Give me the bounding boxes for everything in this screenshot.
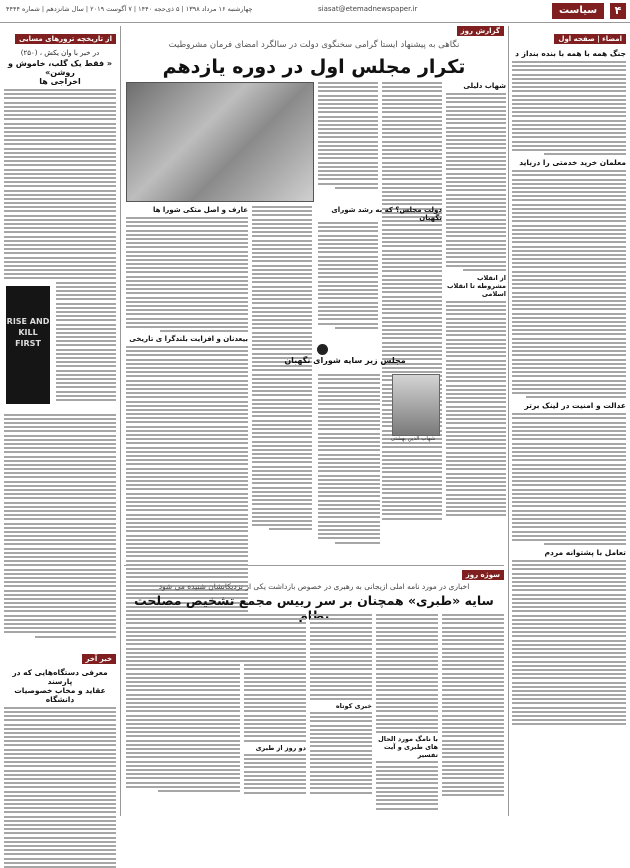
left-news-label: خبر آخر	[82, 654, 117, 664]
left-text-block	[4, 89, 116, 279]
page-number: ۴	[610, 3, 626, 19]
right-text-block	[512, 170, 626, 398]
left-column-label: از تاریخچه ترورهای مسایی	[15, 34, 116, 44]
right-head-3: عدالت و امنیت در لینک برتر	[524, 401, 626, 411]
bottom-text-col-5	[126, 614, 240, 814]
main-text-col-1	[446, 82, 506, 562]
left-title-2: اخراجی ها	[39, 77, 81, 86]
main-subhead-1: دولت مجلس؟ که به رشد شورای نگهبان	[331, 206, 442, 222]
section-email: siasat@etemadnewspaper.ir	[318, 5, 418, 13]
sub-article-head	[252, 356, 438, 370]
bottom-section-label: سوژه روز	[462, 570, 504, 580]
main-subhead-2: از انقلاب مشروطه تا انقلاب اسلامی	[446, 273, 506, 298]
right-head-1: جنگ همه با همه با بنده‌ بنداز د	[515, 49, 626, 58]
main-subhead-row	[318, 206, 442, 220]
left-news-head-2: عقاید و مخاب خصوصیات دانشگاه	[14, 685, 106, 704]
main-text-col-4	[252, 206, 312, 561]
main-photo	[126, 82, 314, 202]
right-column	[512, 26, 626, 816]
main-kicker: نگاهی به پیشنهاد ایستا گرامی سخنگوی دولت در سالگرد امضای فرمان مشروطیت	[168, 40, 460, 50]
right-head-2: معلمان خرید خدمتی را درباید	[519, 158, 626, 168]
main-subhead-4: بیعدنان و افزایت بلندگرا ی تاریخی	[129, 335, 248, 344]
left-text-block	[4, 707, 116, 868]
left-text-block	[4, 414, 116, 638]
bottom-text-col-2	[376, 614, 438, 814]
bottom-text-col-4	[244, 614, 306, 814]
author-portrait	[392, 374, 440, 436]
right-head-4: تعامل با پشتوانه مردم	[544, 548, 626, 558]
main-subhead-5: مجلس زیر سایه شورای نگهبان	[284, 356, 406, 365]
left-news-head: معرفی دستگاه‌هایی که در پارسند	[12, 667, 108, 686]
main-text-col-3b	[318, 222, 378, 342]
book-row	[4, 282, 116, 414]
bottom-text-col-1	[442, 614, 504, 814]
dateline: چهارشنبه ۱۶ مرداد ۱۳۹۸ | ۵ ذی‌حجه ۱۴۴۰ | ۷ آگوست ۲۰۱۹ | سال شانزدهم | شماره ۴۴۴۴	[6, 5, 253, 13]
bottom-article-header	[124, 570, 504, 610]
right-text-block	[512, 560, 626, 725]
main-section-label: گزارش روز	[457, 26, 504, 36]
main-text-col-3	[318, 82, 378, 202]
section-marker-icon	[317, 344, 328, 355]
main-subhead-3: عارف و اصل متکی شورا ها	[152, 206, 248, 214]
main-headline: تکرار مجلس اول در دوره یازدهم	[162, 56, 466, 78]
right-text-block	[512, 61, 626, 155]
page-header	[0, 0, 630, 23]
main-text-col-5	[126, 206, 248, 561]
main-byline: شهاب دلیلی	[463, 82, 506, 90]
sub-article-text	[318, 374, 380, 560]
bottom-subhead-1: خبری کوتاه	[335, 701, 372, 710]
bottom-kicker: اخباری در مورد نامه املی ازیجانی به رهبری در خصوص بازداشت یکی از نزدیکانشان شنیده می شود	[158, 582, 470, 591]
right-text-block	[512, 413, 626, 545]
bottom-headline: سایه «طبری» همچنان بر سر رییس مجمع تشخیص مصلحت	[134, 593, 494, 608]
portrait-caption: شهاب الدین بهشتی	[390, 436, 436, 442]
left-intro: در خبر با وان یکش ، (۲۵۰)	[20, 49, 100, 57]
column-divider	[508, 26, 509, 816]
book-cover: RISE AND KILL FIRST	[6, 286, 50, 404]
section-label: سیاست	[552, 3, 604, 19]
bottom-subhead-2: دو روز از طبری	[255, 743, 306, 752]
right-column-label: امضاء | صفحه اول	[554, 34, 626, 44]
main-text-col-2	[382, 82, 442, 562]
portrait-caption-wrap	[384, 436, 442, 446]
left-title: « فقط یک گلب، خاموش و روشن»	[7, 59, 113, 77]
left-column	[4, 26, 116, 816]
bottom-subhead-3: با نامگ مورد الحال های طبری و آیت تفسیر	[378, 735, 438, 760]
book-side-text	[56, 282, 116, 403]
column-divider	[120, 26, 121, 816]
bottom-text-col-3	[310, 614, 372, 814]
